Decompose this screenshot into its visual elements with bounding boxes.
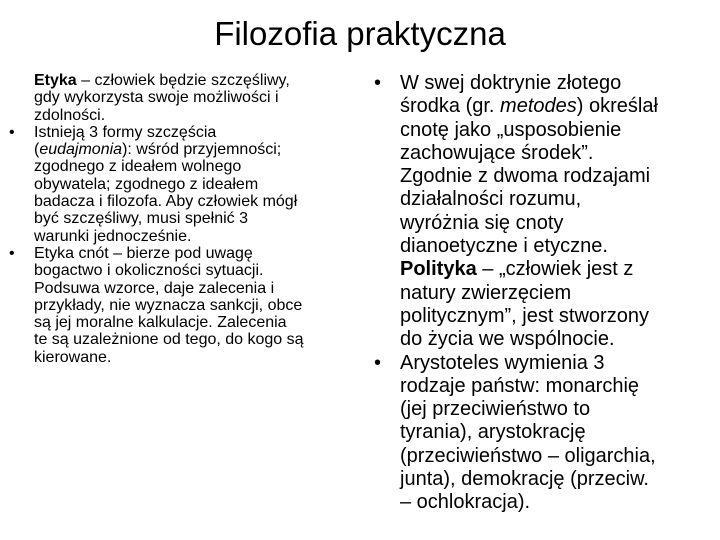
right-item-politics-line-1: Polityka – „człowiek jest z xyxy=(400,258,634,281)
right-item-states-line-1: Arystoteles wymienia 3 xyxy=(400,351,605,374)
right-item-golden-mean-line-1: W swej doktrynie złotego xyxy=(400,72,622,94)
slide-title: Filozofia praktyczna xyxy=(214,15,506,52)
politics-term: Polityka xyxy=(400,258,477,281)
left-item-virtue-ethics xyxy=(9,244,374,366)
left-item-happiness xyxy=(9,123,374,245)
ethics-term: Etyka xyxy=(34,72,77,89)
left-item-happiness-line-5: badacza i filozofa. Aby człowiek mógł xyxy=(34,193,298,211)
left-item-happiness-line-6: być szczęśliwy, musi spełnić 3 xyxy=(34,210,248,228)
left-item-happiness-line-2: (eudajmonia): wśród przyjemności; xyxy=(34,141,282,159)
bullet-icon: • xyxy=(374,72,382,94)
eudaimonia-term: eudajmonia xyxy=(39,141,123,159)
left-item-virtue-line-1: Etyka cnót – bierze pod uwagę xyxy=(34,244,253,262)
left-column xyxy=(9,72,374,366)
right-item-golden-mean xyxy=(374,72,720,352)
left-item-virtue-line-6: te są uzależnione od tego, do kogo są xyxy=(34,331,304,349)
left-item-virtue-line-5: są jej moralne kalkulacje. Zalecenia xyxy=(34,314,287,332)
metodes-term: metodes xyxy=(500,95,577,118)
left-item-happiness-line-3: zgodnego z ideałem wolnego xyxy=(34,158,242,176)
left-item-virtue-line-4: przykłady, nie wyznacza sankcji, obce xyxy=(34,296,303,314)
left-item-happiness-line-1: Istnieją 3 formy szczęścia xyxy=(34,123,217,141)
right-item-states-line-5: (przeciwieństwo – oligarchia, xyxy=(400,444,656,467)
bullet-icon: • xyxy=(9,123,15,141)
right-item-golden-mean-line-7: wyróżnia się cnoty xyxy=(400,211,564,234)
right-item-states-line-4: tyrania), arystokrację xyxy=(400,421,586,444)
right-item-politics-line-2: natury zwierzęciem xyxy=(400,281,572,304)
right-item-golden-mean-line-4: zachowujące środek”. xyxy=(400,141,594,164)
right-item-golden-mean-line-8: dianoetyczne i etyczne. xyxy=(400,235,608,258)
left-item-happiness-line-4: obywatela; zgodnego z ideałem xyxy=(34,175,259,193)
right-item-golden-mean-line-5: Zgodnie z dwoma rodzajami xyxy=(400,165,651,188)
left-item-virtue-line-7: kierowane. xyxy=(34,348,112,366)
right-item-golden-mean-line-3: cnotę jako „usposobienie xyxy=(400,118,622,141)
left-item-ethics-line-3: zdolności. xyxy=(34,106,106,124)
left-item-happiness-line-7: warunki jednocześnie. xyxy=(34,227,192,245)
right-item-politics-line-4: do życia we wspólnocie. xyxy=(400,328,615,351)
right-item-states-line-6: junta), demokrację (przeciw. xyxy=(400,468,649,491)
right-column xyxy=(374,72,720,515)
right-item-golden-mean-line-6: działalności rozumu, xyxy=(400,188,582,211)
right-item-states xyxy=(374,351,720,515)
bullet-icon: • xyxy=(374,351,382,374)
left-item-ethics-line-1: Etyka – człowiek będzie szczęśliwy, xyxy=(34,72,290,89)
left-item-virtue-line-2: bogactwo i okoliczności sytuacji. xyxy=(34,262,264,280)
right-item-states-line-7: – ochlokracja). xyxy=(400,491,531,514)
right-item-states-line-2: rodzaje państw: monarchię xyxy=(400,374,640,397)
left-item-ethics xyxy=(34,72,374,124)
right-item-politics-line-3: politycznym”, jest stworzony xyxy=(400,304,649,327)
left-item-ethics-line-2: gdy wykorzysta swoje możliwości i xyxy=(34,89,279,107)
left-item-virtue-line-3: Podsuwa wzorce, daje zalecenia i xyxy=(34,279,275,297)
bullet-icon: • xyxy=(9,244,15,262)
right-item-golden-mean-line-2: środka (gr. metodes) określał xyxy=(400,95,658,118)
right-item-states-line-3: (jej przeciwieństwo to xyxy=(400,398,591,421)
